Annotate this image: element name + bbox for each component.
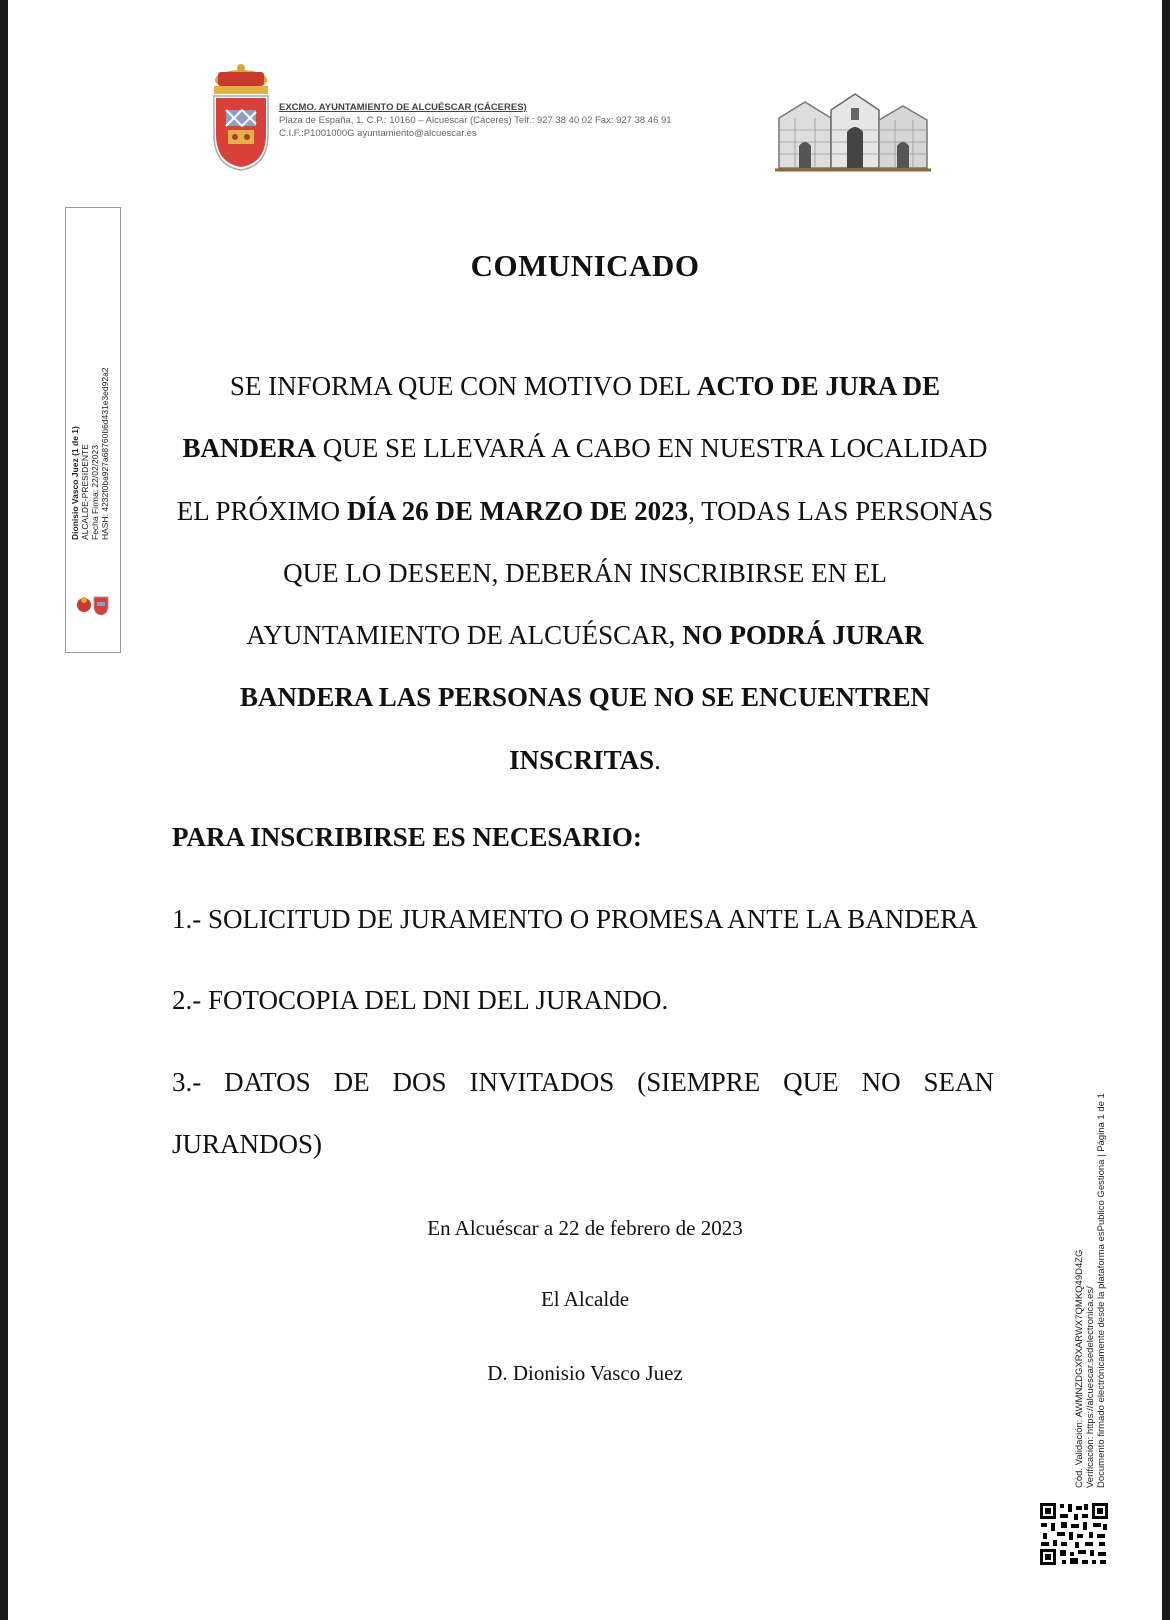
place-and-date: En Alcuéscar a 22 de febrero de 2023 <box>427 1216 743 1240</box>
verification-url: Verificación: https://alcuescar.sedelectronica.es/ <box>1085 1286 1096 1488</box>
page-title: COMUNICADO <box>470 248 700 283</box>
paragraph-line-4: QUE LO DESEEN, DEBERÁN INSCRIBIRSE EN EL <box>283 557 887 588</box>
signer-role: El Alcalde <box>540 1287 630 1311</box>
signer-label: Dionisio Vasco Juez (1 de 1) <box>70 426 80 540</box>
signature-date: Fecha Firma: 22/02/2023 <box>90 445 100 540</box>
announcement-paragraph <box>172 355 998 791</box>
qr-code-icon <box>1039 1502 1109 1566</box>
requirements-heading: PARA INSCRIBIRSE ES NECESARIO: <box>172 822 642 852</box>
paragraph-line-3: EL PRÓXIMO DÍA 26 DE MARZO DE 2023, TODAS LAS PERSONAS <box>176 495 994 526</box>
signature-info <box>70 367 110 540</box>
requirement-2: 2.- FOTOCOPIA DEL DNI DEL JURANDO. <box>172 985 669 1015</box>
header-address: Plaza de España, 1. C.P.: 10160 – Alcuéscar (Cáceres) Telf.: 927 38 40 02 Fax: 927 38 46 91 <box>279 115 672 126</box>
signer-role-label: ALCALDE-PRESIDENTE <box>80 444 90 540</box>
municipality-header <box>279 101 672 140</box>
validation-code: Cód. Validación: AWMNZDGXRXARWX7QMKQ49D4ZG <box>1074 1249 1085 1488</box>
paragraph-line-7: INSCRITAS. <box>509 744 661 775</box>
header-cif-email: C.I.F.:P1001000G ayuntamiento@alcuescar.es <box>279 128 477 139</box>
paragraph-line-5: AYUNTAMIENTO DE ALCUÉSCAR, NO PODRÁ JURAR <box>246 620 924 651</box>
paragraph-line-1: SE INFORMA QUE CON MOTIVO DEL ACTO DE JURA DE <box>229 371 941 401</box>
small-coat-of-arms-icon <box>74 594 110 616</box>
header-title: EXCMO. AYUNTAMIENTO DE ALCUÉSCAR (CÁCERES) <box>279 102 527 113</box>
requirement-3: 3.- DATOS DE DOS INVITADOS (SIEMPRE QUE NO SEAN <box>172 1067 994 1097</box>
requirement-3-continued: JURANDOS) <box>172 1129 323 1159</box>
paragraph-line-2: BANDERA QUE SE LLEVARÁ A CABO EN NUESTRA LOCALIDAD <box>182 433 988 464</box>
requirement-1: 1.- SOLICITUD DE JURAMENTO O PROMESA ANTE LA BANDERA <box>172 904 978 934</box>
paragraph-line-6: BANDERA LAS PERSONAS QUE NO SE ENCUENTREN <box>239 682 931 713</box>
signature-hash: HASH: 4232f0ba927a68760b6d431e3ed92a2 <box>100 367 110 540</box>
validation-info <box>1074 1093 1107 1488</box>
church-sketch-image <box>775 88 931 174</box>
platform-note: Documento firmado electrónicamente desde la plataforma esPublico Gestiona | Página 1 de 1 <box>1096 1093 1107 1488</box>
signer-name: D. Dionisio Vasco Juez <box>487 1361 683 1385</box>
coat-of-arms-logo <box>208 62 274 174</box>
